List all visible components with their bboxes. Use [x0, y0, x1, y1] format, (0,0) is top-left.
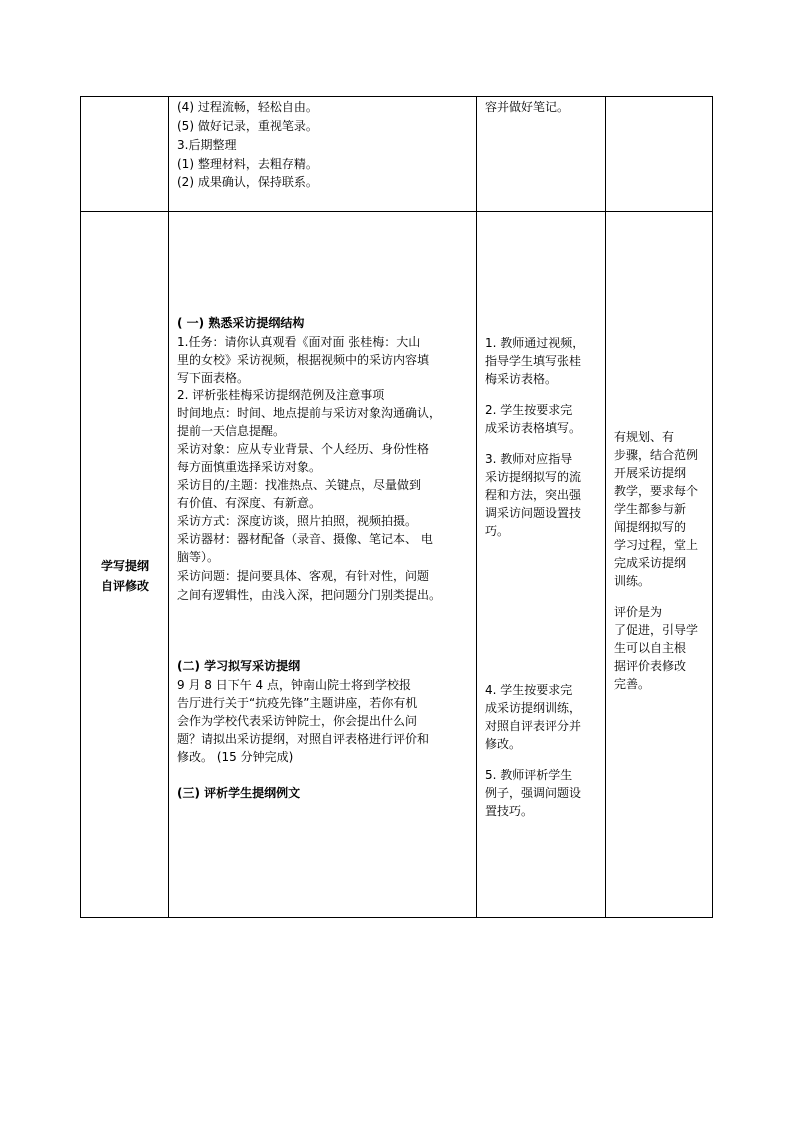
activity-4-line: 成采访提纲训练， — [485, 701, 582, 715]
part1-line: 采访对象：应从专业背景、个人经历、身份性格 — [177, 442, 430, 456]
part1-heading: ( 一) 熟悉采访提纲结构 — [177, 316, 305, 330]
activity-4-line: 4. 学生按要求完 — [485, 683, 573, 697]
activity-4-line: 对照自评表评分并 — [485, 719, 582, 733]
part1-line: 2. 评析张桂梅采访提纲范例及注意事项 — [177, 388, 385, 402]
intent-1-line: 闻提纲拟写的 — [614, 520, 687, 534]
part2-line: 会作为学校代表采访钟院士，你会提出什么问 — [177, 714, 418, 728]
part1-line: 写下面表格。 — [177, 371, 250, 385]
intent-2-line: 完善。 — [614, 677, 651, 691]
table-col-divider-3 — [605, 96, 606, 918]
part1-line: 采访目的/主题：找准热点、关键点，尽量做到 — [177, 478, 422, 492]
activity-3-line: 3. 教师对应指导 — [485, 452, 573, 466]
intent-1-line: 完成采访提纲 — [614, 556, 687, 570]
section-label-line-2: 自评修改 — [100, 579, 149, 593]
table-border-left — [80, 96, 81, 918]
part1-line: 采访问题：提问要具体、客观，有针对性，问题 — [177, 569, 430, 583]
part1-line: 提前一天信息提醒。 — [177, 424, 286, 438]
part1-line: 采访方式：深度访谈，照片拍照，视频拍摄。 — [177, 514, 418, 528]
activity-3-line: 程和方法，突出强 — [485, 488, 582, 502]
intent-1-line: 开展采访提纲 — [614, 466, 687, 480]
activity-2-line: 成采访表格填写。 — [485, 421, 582, 435]
activity-5-line: 置技巧。 — [485, 804, 534, 818]
intent-1-line: 学生都参与新 — [614, 502, 687, 516]
row1-col2-line: (4) 过程流畅，轻松自由。 — [177, 100, 318, 114]
intent-2-line: 生可以自主根 — [614, 641, 687, 655]
activity-1-line: 指导学生填写张桂 — [485, 354, 582, 368]
table-col-divider-2 — [476, 96, 477, 918]
part1-line: 脑等）。 — [177, 550, 220, 564]
intent-1-line: 有规划、有 — [614, 430, 675, 444]
table-col-divider-1 — [168, 96, 169, 918]
activity-1-line: 1. 教师通过视频， — [485, 336, 585, 350]
activity-3-line: 采访提纲拟写的流 — [485, 470, 582, 484]
intent-2-line: 了促进，引导学 — [614, 623, 699, 637]
part2-heading: (二) 学习拟写采访提纲 — [177, 659, 301, 673]
section-label-line-1: 学写提纲 — [100, 559, 149, 573]
row1-col2-line: (2) 成果确认，保持联系。 — [177, 175, 318, 189]
part1-line: 每方面慎重选择采访对象。 — [177, 460, 322, 474]
activity-4-line: 修改。 — [485, 737, 522, 751]
intent-1-line: 学习过程，堂上 — [614, 538, 699, 552]
activity-5-line: 例子，强调问题设 — [485, 786, 582, 800]
part1-line: 采访器材：器材配备（录音、摄像、笔记本、 电 — [177, 532, 433, 546]
row1-col2-line: 3.后期整理 — [177, 138, 237, 152]
part2-line: 9 月 8 日下午 4 点，钟南山院士将到学校报 — [177, 678, 411, 692]
part1-line: 1.任务：请你认真观看《面对面 张桂梅：大山 — [177, 335, 421, 349]
table-border-top — [80, 96, 713, 97]
activity-3-line: 巧。 — [485, 524, 510, 538]
part1-line: 有价值、有深度、有新意。 — [177, 496, 322, 510]
intent-2-line: 评价是为 — [614, 605, 663, 619]
part1-line: 之间有逻辑性，由浅入深，把问题分门别类提出。 — [177, 588, 442, 602]
part1-line: 里的女校》采访视频，根据视频中的采访内容填 — [177, 353, 430, 367]
table-row-1 — [80, 96, 713, 212]
activity-3-line: 调采访问题设置技 — [485, 506, 582, 520]
table-row-divider — [80, 211, 713, 212]
part1-line: 时间地点：时间、地点提前与采访对象沟通确认， — [177, 406, 442, 420]
intent-2-line: 据评价表修改 — [614, 659, 687, 673]
intent-1-line: 教学，要求每个 — [614, 484, 699, 498]
activity-1-line: 梅采访表格。 — [485, 372, 558, 386]
table-border-right — [712, 96, 713, 918]
row1-col3-line: 容并做好笔记。 — [485, 100, 570, 114]
row1-col2-line: (1) 整理材料，去粗存精。 — [177, 157, 318, 171]
activity-5-line: 5. 教师评析学生 — [485, 768, 573, 782]
intent-1-line: 训练。 — [614, 574, 651, 588]
activity-2-line: 2. 学生按要求完 — [485, 403, 573, 417]
row1-col2-line: (5) 做好记录，重视笔录。 — [177, 119, 318, 133]
part2-line: 题？请拟出采访提纲，对照自评表格进行评价和 — [177, 732, 430, 746]
intent-1-line: 步骤，结合范例 — [614, 448, 699, 462]
part2-line: 修改。 (15 分钟完成) — [177, 750, 294, 764]
part3-heading: (三) 评析学生提纲例文 — [177, 786, 301, 800]
table-border-bottom — [80, 917, 713, 918]
part2-line: 告厅进行关于“抗疫先锋”主题讲座，若你有机 — [177, 696, 418, 710]
